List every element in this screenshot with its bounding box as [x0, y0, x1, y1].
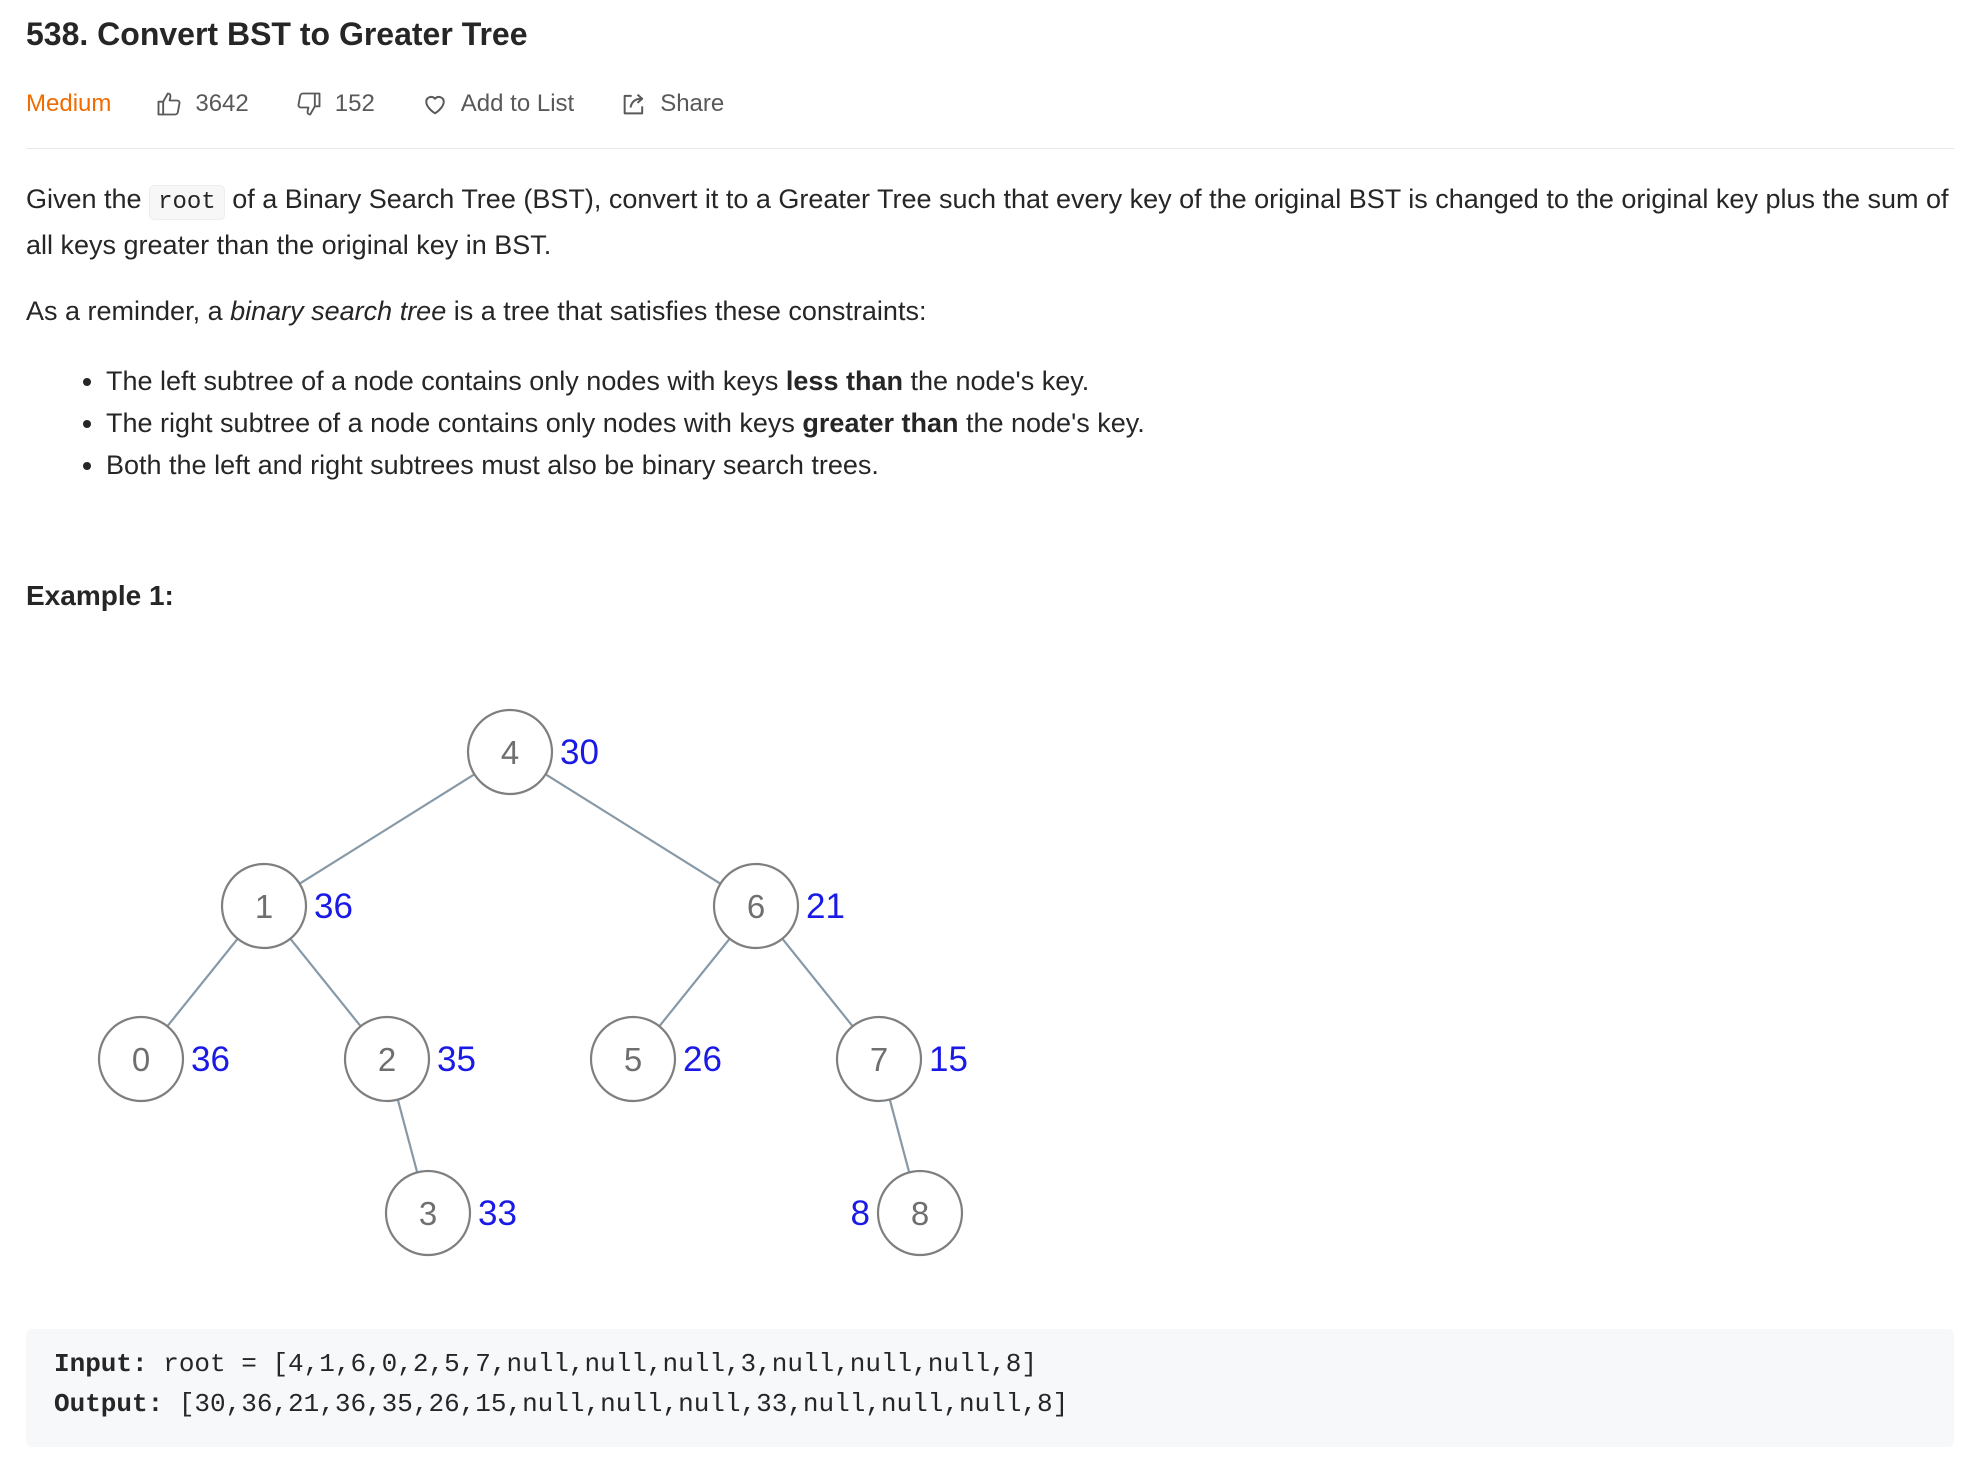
add-to-list-button[interactable] [421, 90, 574, 118]
constraints-list [70, 360, 1145, 486]
output-label: Output: [54, 1389, 164, 1419]
p2-text-start: As a reminder, a [26, 296, 231, 326]
description-paragraph-2 [26, 290, 926, 332]
dislike-count: 152 [334, 90, 375, 117]
constraint-item [106, 360, 1145, 402]
input-line [54, 1349, 1037, 1379]
like-button[interactable] [155, 90, 248, 118]
input-value: root = [4,1,6,0,2,5,7,null,null,null,3,null,null,null,8] [147, 1349, 1037, 1379]
tree-node-key: 7 [869, 1041, 889, 1078]
tree-node-greater-value: 36 [191, 1040, 230, 1079]
output-line [54, 1389, 1068, 1419]
difficulty-badge: Medium [26, 90, 112, 117]
tree-node-greater-value: 36 [314, 887, 353, 926]
input-label: Input: [54, 1349, 148, 1379]
tree-node-greater-value: 26 [683, 1040, 722, 1079]
tree-edge-n7-n8 [890, 1100, 909, 1173]
tree-node-greater-value: 30 [560, 733, 599, 772]
tree-edge-n2-n3 [398, 1100, 417, 1173]
inline-code-root: root [149, 185, 225, 220]
rule2-text-end: the node's key. [958, 408, 1145, 438]
problem-title: 538. Convert BST to Greater Tree [26, 16, 528, 52]
tree-edge-n4-n6 [546, 774, 721, 883]
tree-node-key: 4 [500, 734, 520, 771]
tree-node-key: 2 [377, 1041, 397, 1078]
like-count: 3642 [195, 90, 249, 117]
p1-text-start: Given the [26, 184, 150, 214]
thumbs-down-icon [295, 90, 323, 118]
rule1-text-start: The left subtree of a node contains only nodes with keys [106, 366, 786, 396]
tree-edge-n6-n5 [659, 939, 729, 1027]
description-paragraph-1 [26, 178, 1956, 266]
share-icon [620, 90, 648, 118]
rule1-bold: less than [785, 366, 903, 396]
bst-diagram [0, 680, 1100, 1280]
rule2-bold: greater than [802, 408, 959, 438]
tree-node-key: 1 [254, 888, 274, 925]
tree-edge-n4-n1 [300, 774, 475, 883]
rule2-text-start: The right subtree of a node contains only nodes with keys [106, 408, 803, 438]
tree-node-key: 3 [418, 1195, 438, 1232]
share-label: Share [660, 90, 725, 117]
tree-edge-n1-n2 [290, 939, 360, 1027]
tree-node-greater-value: 21 [806, 887, 845, 926]
heart-icon [421, 90, 449, 118]
header-divider [26, 148, 1954, 149]
thumbs-up-icon [155, 90, 183, 118]
dislike-button[interactable] [295, 90, 375, 118]
p2-emphasis: binary search tree [230, 296, 447, 326]
tree-edge-n6-n7 [782, 939, 852, 1027]
rule3-text: Both the left and right subtrees must also be binary search trees. [106, 450, 879, 480]
constraint-item [106, 402, 1145, 444]
tree-node-greater-value: 15 [929, 1040, 968, 1079]
tree-node-key: 5 [623, 1041, 643, 1078]
p2-text-end: is a tree that satisfies these constraints: [446, 296, 927, 326]
constraint-item [106, 444, 1145, 486]
p1-text-end: of a Binary Search Tree (BST), convert it to a Greater Tree such that every key of the original BST is changed to the original key plus the sum of all keys greater than the original key in BST. [26, 184, 1949, 260]
share-button[interactable] [620, 90, 724, 118]
tree-node-key: 0 [131, 1041, 151, 1078]
tree-node-greater-value: 35 [437, 1040, 476, 1079]
rule1-text-end: the node's key. [902, 366, 1090, 396]
tree-node-key: 6 [746, 888, 766, 925]
tree-node-key: 8 [910, 1195, 930, 1232]
tree-edge-n1-n0 [167, 939, 237, 1027]
problem-meta-bar [26, 82, 770, 126]
tree-node-greater-value: 8 [850, 1194, 870, 1233]
example-title: Example 1: [26, 580, 174, 611]
output-value: [30,36,21,36,35,26,15,null,null,null,33,null,null,null,8] [163, 1389, 1069, 1419]
example-code-block [26, 1329, 1954, 1447]
tree-node-greater-value: 33 [478, 1194, 517, 1233]
add-to-list-label: Add to List [460, 90, 575, 117]
